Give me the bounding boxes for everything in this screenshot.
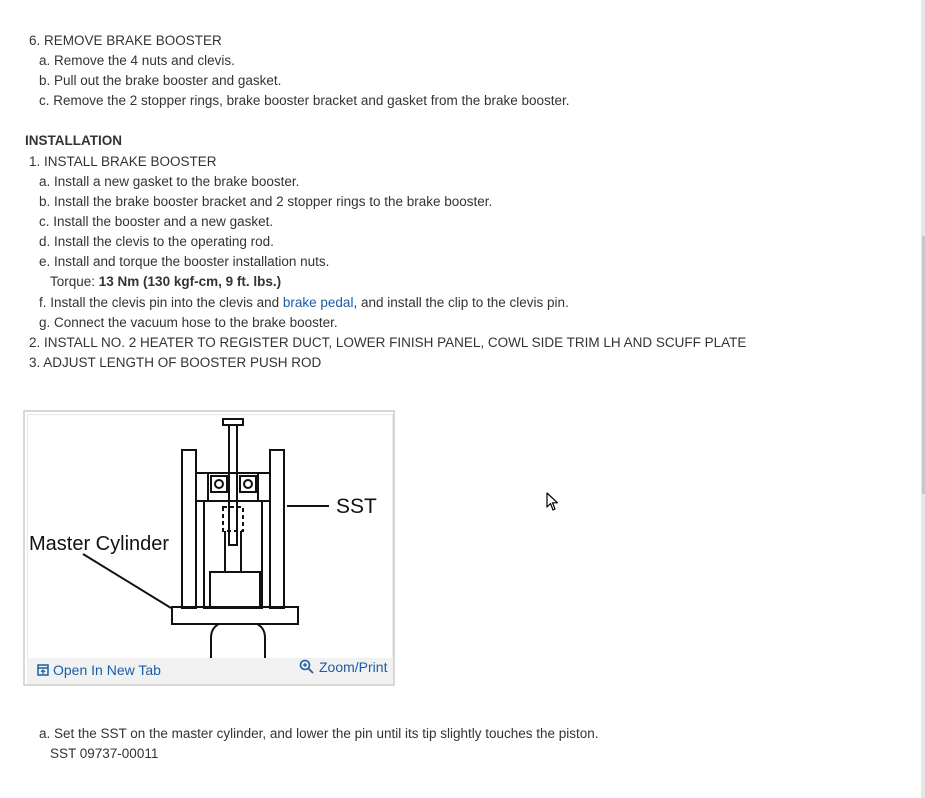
substep-f-text-end: , and install the clip to the clevis pin.	[353, 295, 569, 310]
install-substep-a: a. Install a new gasket to the brake booster.	[39, 174, 300, 189]
install-substep-c: c. Install the booster and a new gasket.	[39, 214, 274, 229]
mouse-cursor-icon	[546, 492, 560, 512]
sst-inner-body	[204, 501, 262, 608]
cylinder-right-wall	[257, 624, 265, 658]
install-step3: 3. ADJUST LENGTH OF BOOSTER PUSH ROD	[29, 355, 322, 370]
master-cylinder-leader-line	[83, 554, 171, 608]
adjust-substep-a: a. Set the SST on the master cylinder, and lower the pin until its tip slightly touches the piston.	[39, 726, 599, 741]
master-cylinder-label: Master Cylinder	[29, 533, 170, 555]
open-in-new-tab-button[interactable]	[37, 662, 161, 678]
sst-left-leg	[182, 450, 196, 608]
removal-substep-c: c. Remove the 2 stopper rings, brake booster bracket and gasket from the brake booster.	[39, 93, 570, 108]
sst-nut-left	[211, 476, 227, 492]
install-step2: 2. INSTALL NO. 2 HEATER TO REGISTER DUCT, LOWER FINISH PANEL, COWL SIDE TRIM LH AND SCUFF PLATE	[29, 335, 747, 350]
sst-nut-right	[240, 476, 256, 492]
torque-spec	[50, 273, 281, 291]
sst-screw-rod	[229, 425, 237, 545]
removal-substep-a: a. Remove the 4 nuts and clevis.	[39, 53, 235, 68]
master-cylinder-flange	[172, 607, 298, 624]
install-substep-d: d. Install the clevis to the operating rod.	[39, 234, 274, 249]
brake-pedal-link[interactable]: brake pedal	[282, 295, 354, 310]
zoom-icon	[299, 659, 315, 675]
master-cylinder-piston	[210, 572, 260, 608]
torque-label: Torque:	[50, 274, 99, 289]
install-substep-g: g. Connect the vacuum hose to the brake booster.	[39, 315, 338, 330]
sst-part-number: SST 09737-00011	[50, 746, 159, 761]
sst-master-cylinder-diagram	[25, 412, 393, 658]
open-in-new-tab-icon	[37, 664, 49, 676]
install-step1-heading: 1. INSTALL BRAKE BOOSTER	[29, 154, 217, 169]
cylinder-left-wall	[211, 624, 219, 658]
zoom-print-button[interactable]	[299, 659, 387, 675]
removal-step-heading: 6. REMOVE BRAKE BOOSTER	[29, 33, 222, 48]
install-substep-f	[39, 294, 569, 312]
open-in-new-tab-label: Open In New Tab	[53, 662, 161, 678]
sst-right-leg	[270, 450, 284, 608]
substep-f-text: f. Install the clevis pin into the clevis and	[39, 295, 283, 310]
removal-substep-b: b. Pull out the brake booster and gasket.	[39, 73, 282, 88]
zoom-print-label: Zoom/Print	[319, 659, 388, 675]
torque-value: 13 Nm (130 kgf-cm, 9 ft. lbs.)	[98, 274, 282, 289]
illustration-figure	[23, 410, 395, 686]
installation-title: INSTALLATION	[25, 133, 122, 148]
sst-label: SST	[336, 495, 377, 518]
install-substep-e: e. Install and torque the booster installation nuts.	[39, 254, 330, 269]
sst-pin	[223, 507, 243, 531]
install-substep-b: b. Install the brake booster bracket and 2 stopper rings to the brake booster.	[39, 194, 493, 209]
figure-action-bar	[27, 658, 393, 684]
